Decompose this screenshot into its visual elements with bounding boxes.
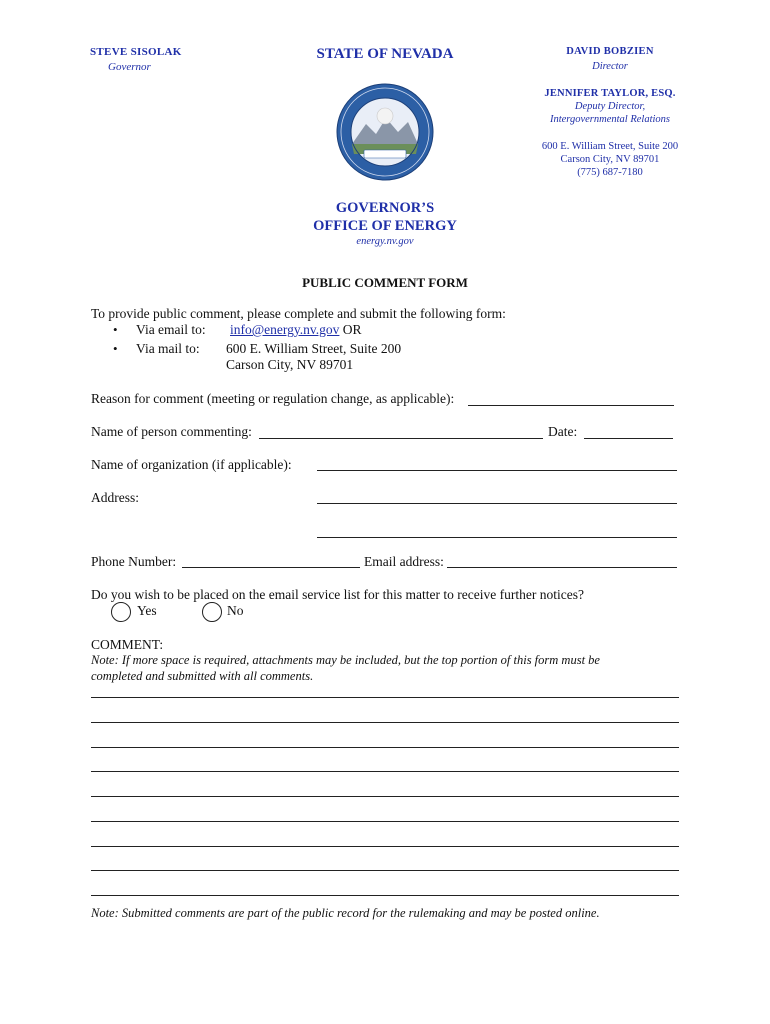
director-name: DAVID BOBZIEN — [566, 46, 654, 57]
date-label: Date: — [548, 424, 578, 439]
reason-field[interactable] — [468, 405, 674, 406]
comment-note-line2: completed and submitted with all comments. — [91, 669, 314, 683]
reason-label: Reason for comment (meeting or regulation change, as applicable): — [91, 391, 455, 406]
via-email-label: Via email to: — [136, 322, 206, 337]
comment-line[interactable] — [91, 846, 679, 847]
comment-line[interactable] — [91, 747, 679, 748]
governor-title: Governor — [108, 61, 151, 73]
email-link[interactable]: info@energy.nv.gov — [230, 322, 340, 337]
footer-note: Note: Submitted comments are part of the public record for the rulemaking and may be posted online. — [91, 906, 600, 920]
director-title: Director — [592, 61, 628, 72]
organization-field[interactable] — [317, 470, 677, 471]
deputy-title: Deputy Director, — [574, 101, 646, 112]
form-title: PUBLIC COMMENT FORM — [302, 275, 468, 290]
office-phone: (775) 687-7180 — [577, 167, 643, 178]
phone-label: Phone Number: — [91, 554, 177, 569]
form-intro: To provide public comment, please complete and submit the following form: — [91, 306, 506, 321]
comment-line[interactable] — [91, 697, 679, 698]
no-radio[interactable] — [202, 602, 222, 622]
deputy-department: Intergovernmental Relations — [549, 114, 671, 125]
yes-radio[interactable] — [111, 602, 131, 622]
comment-line[interactable] — [91, 895, 679, 896]
comment-note-line1: Note: If more space is required, attachments may be included, but the top portion of this form must be — [91, 653, 600, 667]
comment-line[interactable] — [91, 796, 679, 797]
bullet-icon: • — [113, 341, 118, 356]
organization-label: Name of organization (if applicable): — [91, 457, 292, 472]
via-mail-label: Via mail to: — [136, 341, 200, 356]
mail-address-street: 600 E. William Street, Suite 200 — [226, 341, 402, 356]
mail-address-city: Carson City, NV 89701 — [226, 357, 354, 372]
office-website: energy.nv.gov — [356, 236, 414, 247]
name-field[interactable] — [259, 438, 543, 439]
email-address-field[interactable] — [447, 567, 677, 568]
address-label: Address: — [91, 490, 139, 505]
email-address-label: Email address: — [364, 554, 444, 569]
office-address-street: 600 E. William Street, Suite 200 — [541, 141, 679, 152]
service-list-question: Do you wish to be placed on the email service list for this matter to receive further notices? — [91, 587, 584, 602]
name-label: Name of person commenting: — [91, 424, 252, 439]
email-or: OR — [342, 322, 362, 337]
deputy-name: JENNIFER TAYLOR, ESQ. — [544, 88, 676, 99]
comment-line[interactable] — [91, 821, 679, 822]
phone-field[interactable] — [182, 567, 360, 568]
state-title: STATE OF NEVADA — [316, 46, 454, 62]
comment-label: COMMENT: — [91, 637, 164, 652]
comment-line[interactable] — [91, 870, 679, 871]
date-field[interactable] — [584, 438, 673, 439]
comment-line[interactable] — [91, 722, 679, 723]
nevada-state-seal-icon — [330, 82, 440, 182]
governor-name: STEVE SISOLAK — [90, 46, 182, 58]
office-name-line1: GOVERNOR’S — [335, 200, 435, 216]
office-address-city: Carson City, NV 89701 — [560, 154, 660, 165]
address-field-line1[interactable] — [317, 503, 677, 504]
office-name-line2: OFFICE OF ENERGY — [313, 218, 457, 234]
comment-line[interactable] — [91, 771, 679, 772]
no-label: No — [227, 603, 244, 618]
address-field-line2[interactable] — [317, 537, 677, 538]
yes-label: Yes — [137, 603, 157, 618]
bullet-icon: • — [113, 322, 118, 337]
